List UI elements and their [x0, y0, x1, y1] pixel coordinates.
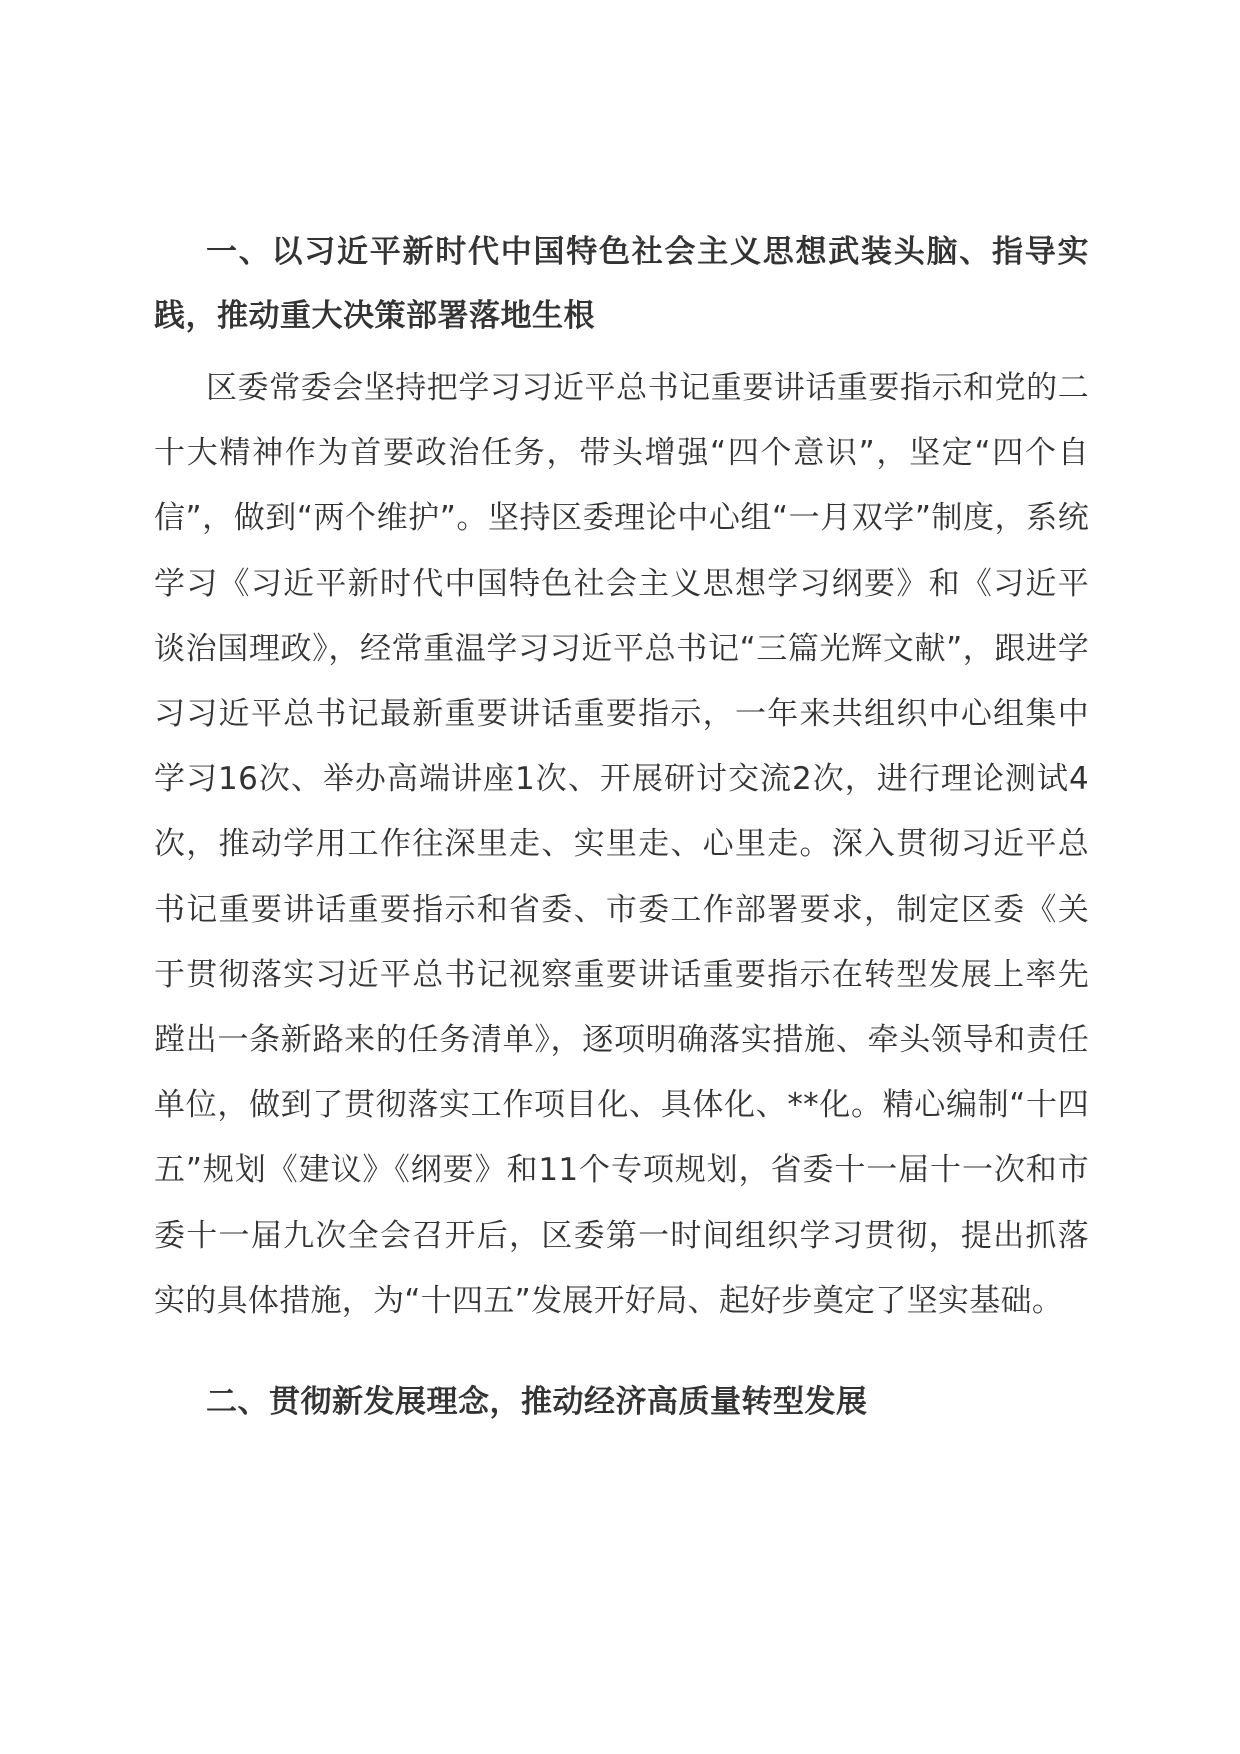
section-heading-1: 一、以习近平新时代中国特色社会主义思想武装头脑、指导实践，推动重大决策部署落地生根	[154, 234, 1089, 334]
document-body	[154, 220, 1089, 1434]
section-heading-2: 二、贯彻新发展理念，推动经济高质量转型发展	[206, 1384, 868, 1421]
section-paragraph-1: 区委常委会坚持把学习习近平总书记重要讲话重要指示和党的二十大精神作为首要政治任务，带头增强“四个意识”，坚定“四个自信”，做到“两个维护”。坚持区委理论中心组“一月双学”制度，系统学习《习近平新时代中国特色社会主义思想学习纲要》和《习近平谈治国理政》，经常重温学习习近平总书记“三篇光辉文献”，跟进学习习近平总书记最新重要讲话重要指示，一年来共组织中心组集中学习16次、举办高端讲座1次、开展研讨交流2次，进行理论测试4次，推动学用工作往深里走、实里走、心里走。深入贯彻习近平总书记重要讲话重要指示和省委、市委工作部署要求，制定区委《关于贯彻落实习近平总书记视察重要讲话重要指示在转型发展上率先蹚出一条新路来的任务清单》，逐项明确落实措施、牵头领导和责任单位，做到了贯彻落实工作项目化、具体化、**化。精心编制“十四五”规划《建议》《纲要》和11个专项规划，省委十一届十一次和市委十一届九次全会召开后，区委第一时间组织学习贯彻，提出抓落实的具体措施，为“十四五”发展开好局、起好步奠定了坚实基础。	[154, 370, 1089, 1319]
